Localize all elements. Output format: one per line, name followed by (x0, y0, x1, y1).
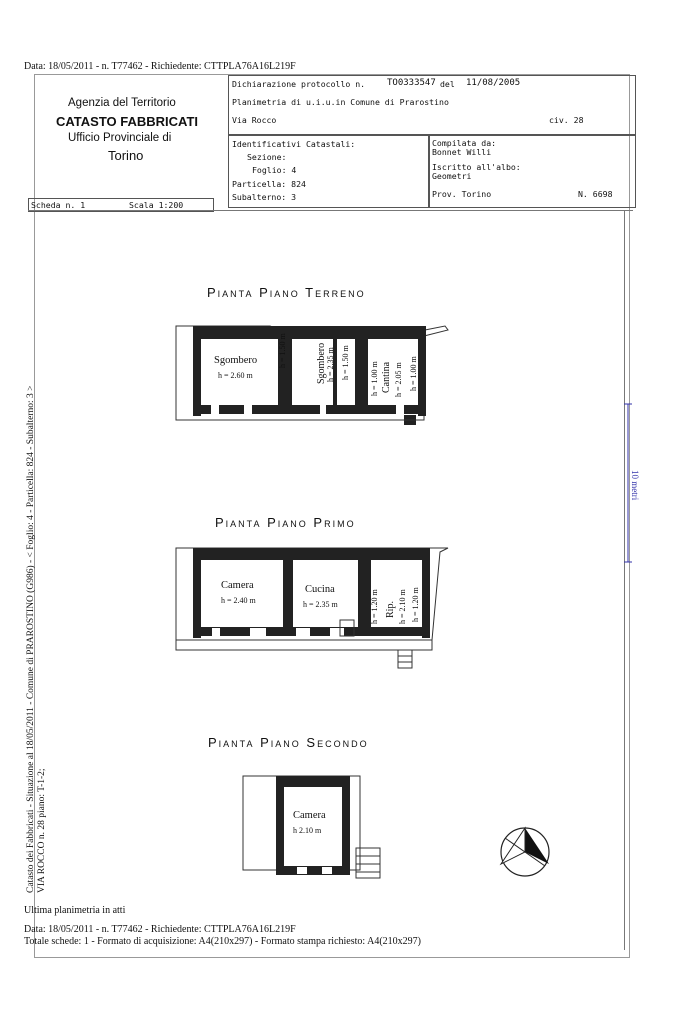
compiler-name: Bonnet Willi (432, 147, 492, 157)
scale-label: 10 metri (630, 470, 640, 501)
room-label: Sgombero (316, 342, 327, 384)
plan-description: Planimetria di u.i.u.in Comune di Prarostino (232, 97, 449, 107)
room-label: Cucina (305, 584, 335, 595)
subalterno: Subalterno: 3 (232, 192, 297, 202)
header-data-line: Data: 18/05/2011 - n. T77462 - Richiedente: CTTPLA76A16L219F (24, 61, 296, 72)
room-height: h = 1.50 m (341, 345, 350, 380)
agency-name: Agenzia del Territorio (68, 97, 176, 109)
identifiers-title: Identificativi Catastali: (232, 139, 356, 149)
del-label: del (440, 79, 455, 89)
albo-label: Iscritto all'albo: (432, 162, 521, 172)
compiled-by-label: Compilata da: (432, 138, 497, 148)
room-height: h = 2.35 m (326, 347, 335, 382)
room-height: h = 2.05 m (394, 362, 403, 397)
protocol-label: Dichiarazione protocollo n. (232, 79, 366, 89)
particella: Particella: 824 (232, 179, 306, 189)
footer-last-plan: Ultima planimetria in atti (24, 905, 126, 916)
province: Prov. Torino (432, 189, 492, 199)
room-height: h = 2.35 m (303, 600, 338, 609)
plan-title-primo: Pianta Piano Primo (215, 515, 356, 530)
agency-city: Torino (108, 148, 144, 163)
room-height: h = 1.20 m (411, 587, 420, 622)
room-label: Camera (221, 580, 254, 591)
room-height: h = 1.20 m (370, 589, 379, 624)
side-cadastral-info: Catasto dei Fabbricati - Situazione al 18/05/2011 - Comune di PRAROSTINO (G986) - < Foglio: 4 - Particella: 824 - Subalterno: 3 > (26, 385, 36, 893)
room-label: Rip. (385, 601, 396, 618)
protocol-date: 11/08/2005 (466, 78, 521, 88)
protocol-value: TO0333547 (387, 78, 436, 88)
street-name: Via Rocco (232, 115, 277, 125)
foglio: Foglio: 4 (252, 165, 297, 175)
plan-terreno (176, 326, 448, 425)
room-height: h = 1.00 m (409, 356, 418, 391)
room-height: h = 1.00 m (370, 361, 379, 396)
room-height: h = 2.10 m (398, 589, 407, 624)
registration-number: N. 6698 (578, 189, 613, 199)
north-arrow-icon (501, 828, 549, 876)
footer-data-line: Data: 18/05/2011 - n. T77462 - Richiedente: CTTPLA76A16L219F (24, 924, 296, 935)
room-label: Camera (293, 810, 326, 821)
albo-role: Geometri (432, 171, 472, 181)
room-label: Cantina (381, 361, 392, 393)
agency-catasto: CATASTO FABBRICATI (56, 114, 199, 129)
scheda-number: Scheda n. 1 (31, 200, 86, 210)
agency-office: Ufficio Provinciale di (68, 132, 172, 144)
plan-title-terreno: Pianta Piano Terreno (207, 285, 366, 300)
side-address-info: VIA ROCCO n. 28 piano: T-1-2; (37, 768, 47, 893)
plan-title-secondo: Pianta Piano Secondo (208, 735, 369, 750)
room-height: h 2.10 m (293, 826, 322, 835)
room-height: h = 1.50 m (278, 333, 287, 368)
sezione: Sezione: (247, 152, 287, 162)
scale-ratio: Scala 1:200 (129, 200, 184, 210)
civic-number: civ. 28 (549, 115, 584, 125)
room-height: h = 2.40 m (221, 596, 256, 605)
footer-format-line: Totale schede: 1 - Formato di acquisizione: A4(210x297) - Formato stampa richiesto: A4(210x297) (24, 936, 421, 947)
room-height: h = 2.60 m (218, 371, 253, 380)
room-label: Sgombero (214, 355, 258, 366)
